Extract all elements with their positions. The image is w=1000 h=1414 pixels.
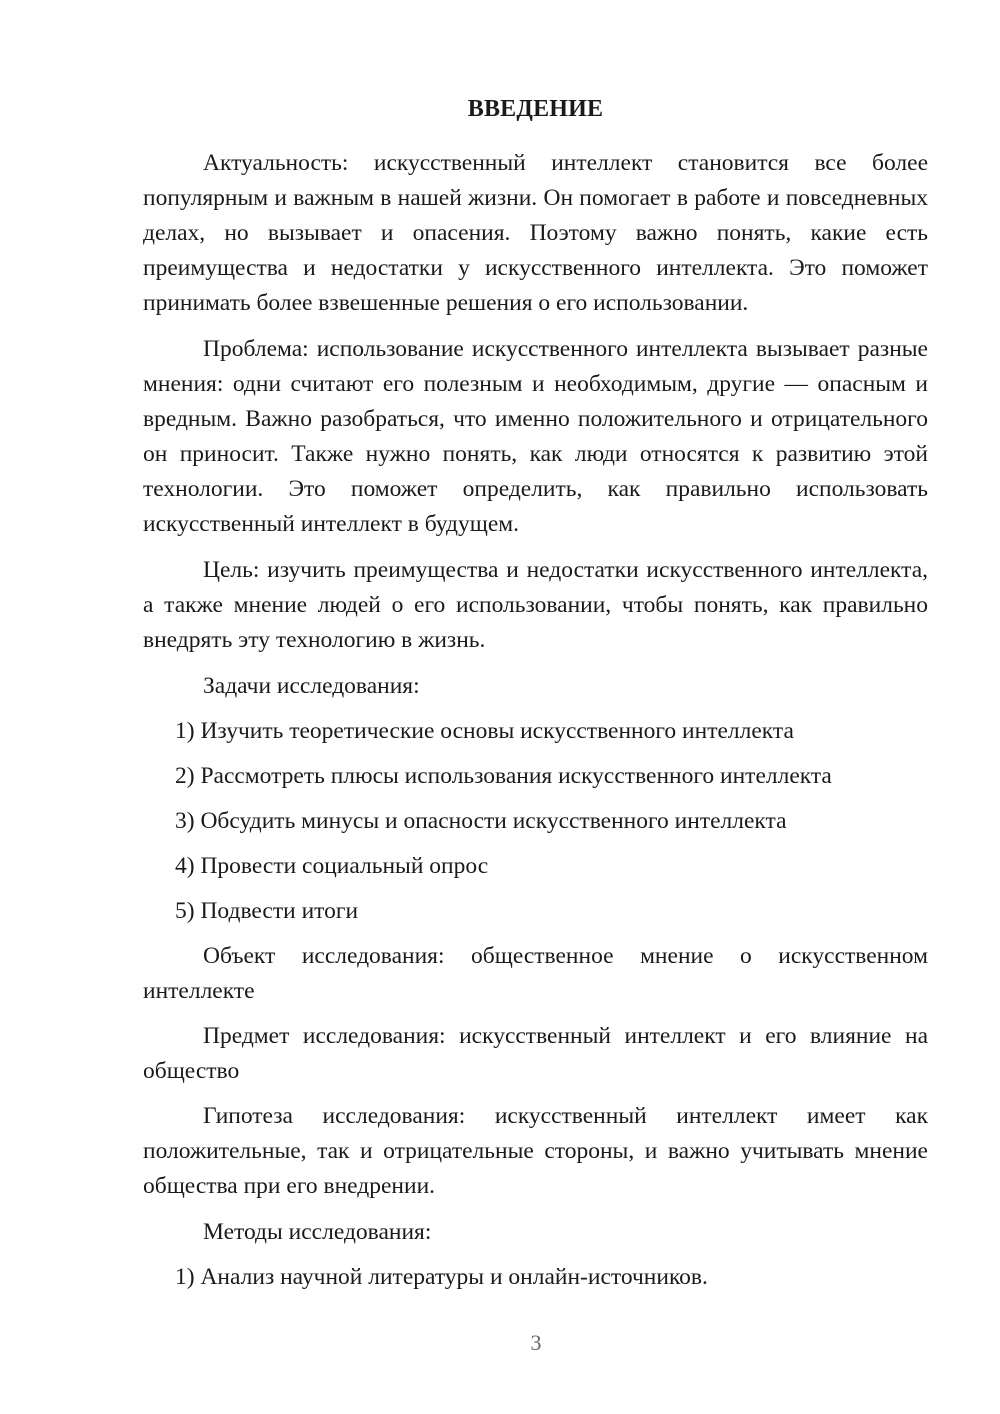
methods-heading: Методы исследования:: [203, 1219, 432, 1245]
hypothesis-paragraph: Гипотеза исследования: искусственный интеллект имеет как положительные, так и отрицательные стороны, и важно учитывать мнение общества при его внедрении.: [143, 1103, 928, 1199]
list-item: 5) Подвести итоги: [175, 898, 359, 924]
subject-paragraph: Предмет исследования: искусственный интеллект и его влияние на общество: [143, 1023, 928, 1084]
tasks-list: [143, 714, 928, 929]
list-item: 4) Провести социальный опрос: [175, 853, 489, 879]
list-item: 1) Изучить теоретические основы искусственного интеллекта: [175, 718, 794, 744]
list-item: 2) Рассмотреть плюсы использования искусственного интеллекта: [175, 763, 832, 789]
page-number: 3: [530, 1330, 542, 1355]
problem-paragraph: Проблема: использование искусственного интеллекта вызывает разные мнения: одни считают его полезным и необходимым, другие — опасным и вредным. Важно разобраться, что именно положительного и отрицательного он приносит. Также нужно понять, как люди относятся к развитию этой технологии. Это поможет определить, как правильно использовать искусственный интеллект в будущем.: [143, 336, 928, 537]
tasks-heading: Задачи исследования:: [203, 673, 420, 699]
section-title: ВВЕДЕНИЕ: [467, 96, 604, 122]
relevance-paragraph: Актуальность: искусственный интеллект становится все более популярным и важным в нашей жизни. Он помогает в работе и повседневных делах, но вызывает и опасения. Поэтому важно понять, какие есть преимущества и недостатки у искусственного интеллекта. Это поможет принимать более взвешенные решения о его использовании.: [143, 150, 928, 316]
list-item: 3) Обсудить минусы и опасности искусственного интеллекта: [175, 808, 787, 834]
methods-list: [143, 1260, 928, 1295]
page-content: [143, 92, 928, 1305]
object-paragraph: Объект исследования: общественное мнение о искусственном интеллекте: [143, 943, 928, 1004]
list-item: 1) Анализ научной литературы и онлайн-источников.: [175, 1264, 708, 1290]
goal-paragraph: Цель: изучить преимущества и недостатки искусственного интеллекта, а также мнение людей о его использовании, чтобы понять, как правильно внедрять эту технологию в жизнь.: [143, 557, 928, 653]
